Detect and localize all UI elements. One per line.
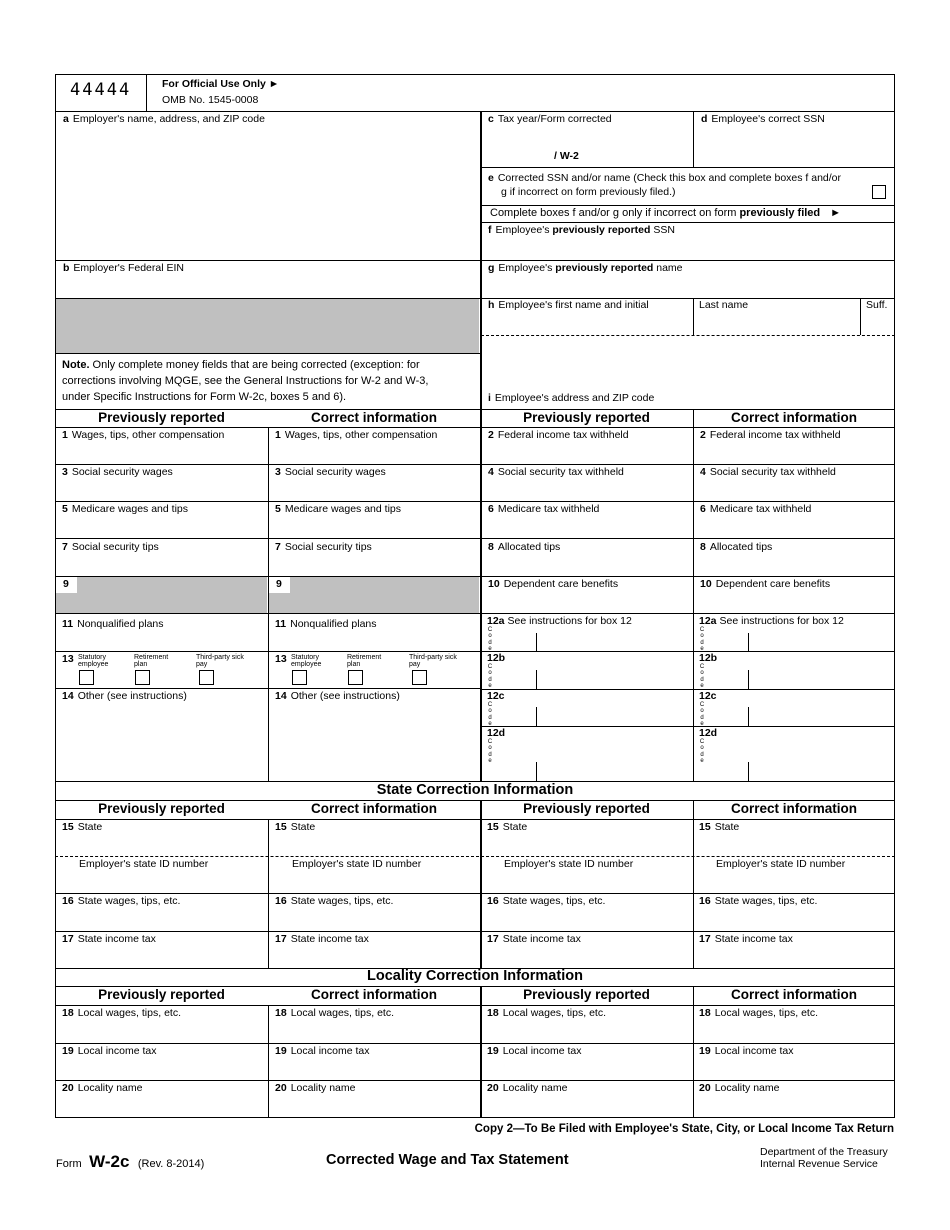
previous-name-field[interactable] — [482, 276, 894, 297]
box-5-label-prev: 5 Medicare wages and tips — [62, 503, 188, 515]
locality-row-18-label-correct-2: 18 Local wages, tips, etc. — [699, 1007, 818, 1019]
note-text: Note. Only complete money fields that are being corrected (exception: for corrections involving MQGE, see the General Instructions for W-2 and W-3, under Specific Instructions for Form W-2c, boxes 5 and 6). — [62, 359, 429, 403]
form-title: Corrected Wage and Tax Statement — [326, 1152, 569, 1168]
official-use-label: For Official Use Only ► — [162, 78, 280, 90]
box-i-label: i Employee's address and ZIP code — [488, 392, 655, 404]
locality-row-18-label-prev-2: 18 Local wages, tips, etc. — [487, 1007, 606, 1019]
locality-row-19-field-prev-2[interactable] — [482, 1059, 692, 1079]
state-row-id-field-prev-2[interactable] — [482, 872, 692, 892]
box-12d-code-label-correct: C o d e — [699, 739, 705, 764]
locality-row-20-label-correct-1: 20 Locality name — [275, 1082, 356, 1094]
box-12c-amount-field-prev[interactable] — [537, 708, 679, 725]
box-12a-code-label-correct: C o d e — [699, 627, 705, 652]
box-12a-code-field-prev[interactable] — [495, 633, 536, 650]
box-13-retirement-label-prev: Retirement plan — [134, 654, 169, 668]
box-14-field-correct[interactable] — [269, 704, 479, 780]
box-5-label-correct: 5 Medicare wages and tips — [275, 503, 401, 515]
control-number: 44444 — [70, 80, 132, 100]
box-14-field-prev[interactable] — [56, 704, 267, 780]
state-header-correct-1: Correct information — [310, 801, 437, 816]
state-row-15-label-prev-1: 15 State — [62, 821, 103, 833]
state-row-17-field-correct-1[interactable] — [269, 947, 479, 967]
box-12d-code-field-prev[interactable] — [495, 762, 536, 779]
state-row-16-field-prev-2[interactable] — [482, 909, 692, 929]
state-row-17-label-correct-2: 17 State income tax — [699, 933, 793, 945]
locality-row-18-field-correct-2[interactable] — [694, 1021, 894, 1041]
box-7-field-correct[interactable] — [269, 555, 479, 575]
box-10-field-prev[interactable] — [482, 592, 692, 612]
employer-ein-field[interactable] — [56, 276, 479, 298]
box-12c-code-field-prev[interactable] — [495, 708, 536, 725]
box-13-thirdparty-checkbox-prev[interactable] — [199, 670, 214, 685]
box-12d-amount-field-correct[interactable] — [749, 762, 894, 779]
box-9-label-correct: 9 — [276, 578, 282, 590]
locality-row-20-field-prev-2[interactable] — [482, 1096, 692, 1116]
box-14-label-correct: 14 Other (see instructions) — [275, 690, 400, 702]
state-header-prev-2: Previously reported — [523, 801, 650, 816]
box-3-label-correct: 3 Social security wages — [275, 466, 386, 478]
state-row-16-label-prev-1: 16 State wages, tips, etc. — [62, 895, 181, 907]
state-row-17-field-prev-2[interactable] — [482, 947, 692, 967]
box-h-label: h Employee's first name and initial — [488, 299, 649, 311]
box-12c-code-label-correct: C o d e — [699, 702, 705, 727]
box-8-field-correct[interactable] — [694, 555, 894, 575]
state-row-id-field-correct-1[interactable] — [269, 872, 479, 892]
form-name: Form W-2c (Rev. 8-2014) — [56, 1152, 205, 1171]
box-12c-label-prev: 12c — [487, 690, 505, 702]
state-row-16-field-prev-1[interactable] — [56, 909, 267, 929]
box-8-field-prev[interactable] — [482, 555, 692, 575]
box-e-label: e Corrected SSN and/or name (Check this box and complete boxes f and/or g if incorrect on form previously filed.) — [488, 172, 842, 198]
box-g-label: g Employee's previously reported name — [488, 262, 683, 274]
box-b-label: b Employer's Federal EIN — [63, 262, 184, 274]
box-13-retirement-checkbox-prev[interactable] — [135, 670, 150, 685]
box-13-thirdparty-label-correct: Third-party sick pay — [409, 654, 457, 668]
box-12c-label-correct: 12c — [699, 690, 717, 702]
box-11-label-correct: 11 Nonqualified plans — [275, 618, 377, 630]
locality-row-20-field-prev-1[interactable] — [56, 1096, 267, 1116]
box-1-field-correct[interactable] — [269, 443, 479, 463]
box-7-field-prev[interactable] — [56, 555, 267, 575]
box-12c-code-label-prev: C o d e — [487, 702, 493, 727]
previous-ssn-field[interactable] — [482, 238, 894, 259]
box-2-field-prev[interactable] — [482, 443, 692, 463]
tax-year-field[interactable] — [482, 127, 552, 165]
box-12b-code-label-correct: C o d e — [699, 664, 705, 689]
header-prev-1: Previously reported — [98, 410, 225, 425]
locality-row-18-field-prev-2[interactable] — [482, 1021, 692, 1041]
box-3-field-correct[interactable] — [269, 480, 479, 500]
state-row-id-field-correct-2[interactable] — [694, 872, 894, 892]
department: Department of the Treasury Internal Revenue Service — [760, 1146, 888, 1170]
box-8-label-correct: 8 Allocated tips — [700, 541, 773, 553]
box-12a-label-correct: 12a See instructions for box 12 — [699, 615, 844, 627]
state-row-17-label-prev-1: 17 State income tax — [62, 933, 156, 945]
locality-row-19-field-correct-1[interactable] — [269, 1059, 479, 1079]
box-13-thirdparty-checkbox-correct[interactable] — [412, 670, 427, 685]
box-12d-label-prev: 12d — [487, 727, 506, 739]
box-7-label-correct: 7 Social security tips — [275, 541, 372, 553]
box-11-label-prev: 11 Nonqualified plans — [62, 618, 164, 630]
box-12d-code-field-correct[interactable] — [707, 762, 748, 779]
state-row-17-label-prev-2: 17 State income tax — [487, 933, 581, 945]
box-12d-code-label-prev: C o d e — [487, 739, 493, 764]
box-f-label: f Employee's previously reported SSN — [488, 224, 675, 236]
box-12a-amount-field-correct[interactable] — [749, 633, 894, 650]
suffix-field[interactable] — [861, 313, 894, 334]
box-12a-label-prev: 12a See instructions for box 12 — [487, 615, 632, 627]
box-12c-amount-field-correct[interactable] — [749, 708, 894, 725]
box-4-field-correct[interactable] — [694, 480, 894, 500]
state-row-15-field-prev-2[interactable] — [482, 835, 692, 855]
state-section-title: State Correction Information — [376, 782, 574, 798]
state-row-17-field-correct-2[interactable] — [694, 947, 894, 967]
employer-name-address-field[interactable] — [56, 127, 479, 260]
box-12a-code-label-prev: C o d e — [487, 627, 493, 652]
locality-row-19-label-correct-2: 19 Local income tax — [699, 1045, 794, 1057]
state-row-id-label-correct-1: Employer's state ID number — [292, 858, 422, 870]
state-row-id-label-prev-2: Employer's state ID number — [504, 858, 634, 870]
state-row-17-field-prev-1[interactable] — [56, 947, 267, 967]
header-correct-2: Correct information — [730, 410, 857, 425]
locality-row-19-label-prev-1: 19 Local income tax — [62, 1045, 157, 1057]
box-a-label: a Employer's name, address, and ZIP code — [63, 113, 265, 125]
box-2-field-correct[interactable] — [694, 443, 894, 463]
locality-header-correct-2: Correct information — [730, 987, 857, 1002]
locality-section-title: Locality Correction Information — [367, 968, 583, 984]
box-13-statutory-checkbox-prev[interactable] — [79, 670, 94, 685]
locality-header-prev-2: Previously reported — [523, 987, 650, 1002]
form-corrected-w2: / W-2 — [554, 150, 579, 162]
box-2-label-correct: 2 Federal income tax withheld — [700, 429, 841, 441]
box-4-label-correct: 4 Social security tax withheld — [700, 466, 836, 478]
state-header-prev-1: Previously reported — [98, 801, 225, 816]
box-12d-label-correct: 12d — [699, 727, 718, 739]
box-3-field-prev[interactable] — [56, 480, 267, 500]
correct-ssn-field[interactable] — [694, 127, 894, 166]
box-13-statutory-checkbox-correct[interactable] — [292, 670, 307, 685]
locality-row-18-label-prev-1: 18 Local wages, tips, etc. — [62, 1007, 181, 1019]
box-13-statutory-label-prev: Statutory employee — [78, 654, 109, 668]
box-12d-amount-field-prev[interactable] — [537, 762, 679, 779]
box-13-statutory-label-correct: Statutory employee — [291, 654, 322, 668]
state-row-16-label-correct-1: 16 State wages, tips, etc. — [275, 895, 394, 907]
box-10-label-correct: 10 Dependent care benefits — [700, 578, 831, 590]
locality-row-20-field-correct-1[interactable] — [269, 1096, 479, 1116]
box-13-number-correct: 13 — [275, 653, 287, 665]
state-row-15-field-correct-1[interactable] — [269, 835, 479, 855]
first-name-field[interactable] — [482, 313, 692, 334]
box-5-field-correct[interactable] — [269, 517, 479, 537]
state-row-16-field-correct-1[interactable] — [269, 909, 479, 929]
locality-row-19-label-prev-2: 19 Local income tax — [487, 1045, 582, 1057]
locality-row-20-label-correct-2: 20 Locality name — [699, 1082, 780, 1094]
state-row-16-label-prev-2: 16 State wages, tips, etc. — [487, 895, 606, 907]
box-6-field-prev[interactable] — [482, 517, 692, 537]
header-prev-2: Previously reported — [523, 410, 650, 425]
header-correct-1: Correct information — [310, 410, 437, 425]
box-12b-code-field-prev[interactable] — [495, 670, 536, 687]
box-d-label: d Employee's correct SSN — [701, 113, 825, 125]
copy-2-note: Copy 2—To Be Filed with Employee's State, City, or Local Income Tax Return — [474, 1123, 894, 1135]
box-1-field-prev[interactable] — [56, 443, 267, 463]
box-1-label-correct: 1 Wages, tips, other compensation — [275, 429, 438, 441]
last-name-field[interactable] — [694, 313, 859, 334]
locality-row-18-field-prev-1[interactable] — [56, 1021, 267, 1041]
shaded-area — [56, 299, 479, 353]
box-4-label-prev: 4 Social security tax withheld — [488, 466, 624, 478]
box-11-field-correct[interactable] — [269, 632, 479, 652]
state-row-15-label-correct-2: 15 State — [699, 821, 740, 833]
box-12b-code-label-prev: C o d e — [487, 664, 493, 689]
box-6-label-correct: 6 Medicare tax withheld — [700, 503, 812, 515]
box-13-thirdparty-label-prev: Third-party sick pay — [196, 654, 244, 668]
box-11-field-prev[interactable] — [56, 632, 267, 652]
box-12b-amount-field-correct[interactable] — [749, 670, 894, 687]
box-c-label: c Tax year/Form corrected — [488, 113, 612, 125]
state-row-15-field-prev-1[interactable] — [56, 835, 267, 855]
complete-boxes-note: Complete boxes f and/or g only if incorrect on form previously filed ► — [490, 207, 842, 219]
state-row-15-label-prev-2: 15 State — [487, 821, 528, 833]
state-header-correct-2: Correct information — [730, 801, 857, 816]
state-row-id-label-prev-1: Employer's state ID number — [79, 858, 209, 870]
box-13-number-prev: 13 — [62, 653, 74, 665]
state-row-15-label-correct-1: 15 State — [275, 821, 316, 833]
locality-row-20-field-correct-2[interactable] — [694, 1096, 894, 1116]
box-13-retirement-checkbox-correct[interactable] — [348, 670, 363, 685]
box-12b-amount-field-prev[interactable] — [537, 670, 679, 687]
box-12b-label-prev: 12b — [487, 652, 506, 664]
box-12c-code-field-correct[interactable] — [707, 708, 748, 725]
box-6-field-correct[interactable] — [694, 517, 894, 537]
locality-row-19-field-correct-2[interactable] — [694, 1059, 894, 1079]
state-row-id-field-prev-1[interactable] — [56, 872, 267, 892]
state-row-17-label-correct-1: 17 State income tax — [275, 933, 369, 945]
locality-row-20-label-prev-1: 20 Locality name — [62, 1082, 143, 1094]
state-row-16-field-correct-2[interactable] — [694, 909, 894, 929]
box-10-field-correct[interactable] — [694, 592, 894, 612]
locality-header-correct-1: Correct information — [310, 987, 437, 1002]
state-row-16-label-correct-2: 16 State wages, tips, etc. — [699, 895, 818, 907]
box-13-retirement-label-correct: Retirement plan — [347, 654, 382, 668]
box-4-field-prev[interactable] — [482, 480, 692, 500]
locality-row-19-label-correct-1: 19 Local income tax — [275, 1045, 370, 1057]
state-row-15-field-correct-2[interactable] — [694, 835, 894, 855]
box-12b-label-correct: 12b — [699, 652, 718, 664]
box-7-label-prev: 7 Social security tips — [62, 541, 159, 553]
state-row-id-label-correct-2: Employer's state ID number — [716, 858, 846, 870]
box-9-shaded-correct — [290, 577, 479, 613]
box-6-label-prev: 6 Medicare tax withheld — [488, 503, 600, 515]
box-3-label-prev: 3 Social security wages — [62, 466, 173, 478]
box-14-label-prev: 14 Other (see instructions) — [62, 690, 187, 702]
box-8-label-prev: 8 Allocated tips — [488, 541, 561, 553]
locality-row-18-label-correct-1: 18 Local wages, tips, etc. — [275, 1007, 394, 1019]
box-12b-code-field-correct[interactable] — [707, 670, 748, 687]
locality-header-prev-1: Previously reported — [98, 987, 225, 1002]
box-12a-code-field-correct[interactable] — [707, 633, 748, 650]
box-2-label-prev: 2 Federal income tax withheld — [488, 429, 629, 441]
omb-number: OMB No. 1545-0008 — [162, 94, 259, 106]
locality-row-18-field-correct-1[interactable] — [269, 1021, 479, 1041]
box-9-label-prev: 9 — [63, 578, 69, 590]
corrected-ssn-checkbox[interactable] — [872, 185, 886, 199]
last-name-label: Last name — [699, 299, 749, 311]
locality-row-20-label-prev-2: 20 Locality name — [487, 1082, 568, 1094]
box-9-shaded-prev — [77, 577, 267, 613]
box-5-field-prev[interactable] — [56, 517, 267, 537]
suffix-label: Suff. — [866, 299, 888, 311]
box-1-label-prev: 1 Wages, tips, other compensation — [62, 429, 225, 441]
locality-row-19-field-prev-1[interactable] — [56, 1059, 267, 1079]
employee-address-field[interactable] — [482, 337, 894, 389]
box-12a-amount-field-prev[interactable] — [537, 633, 679, 650]
box-10-label-prev: 10 Dependent care benefits — [488, 578, 619, 590]
